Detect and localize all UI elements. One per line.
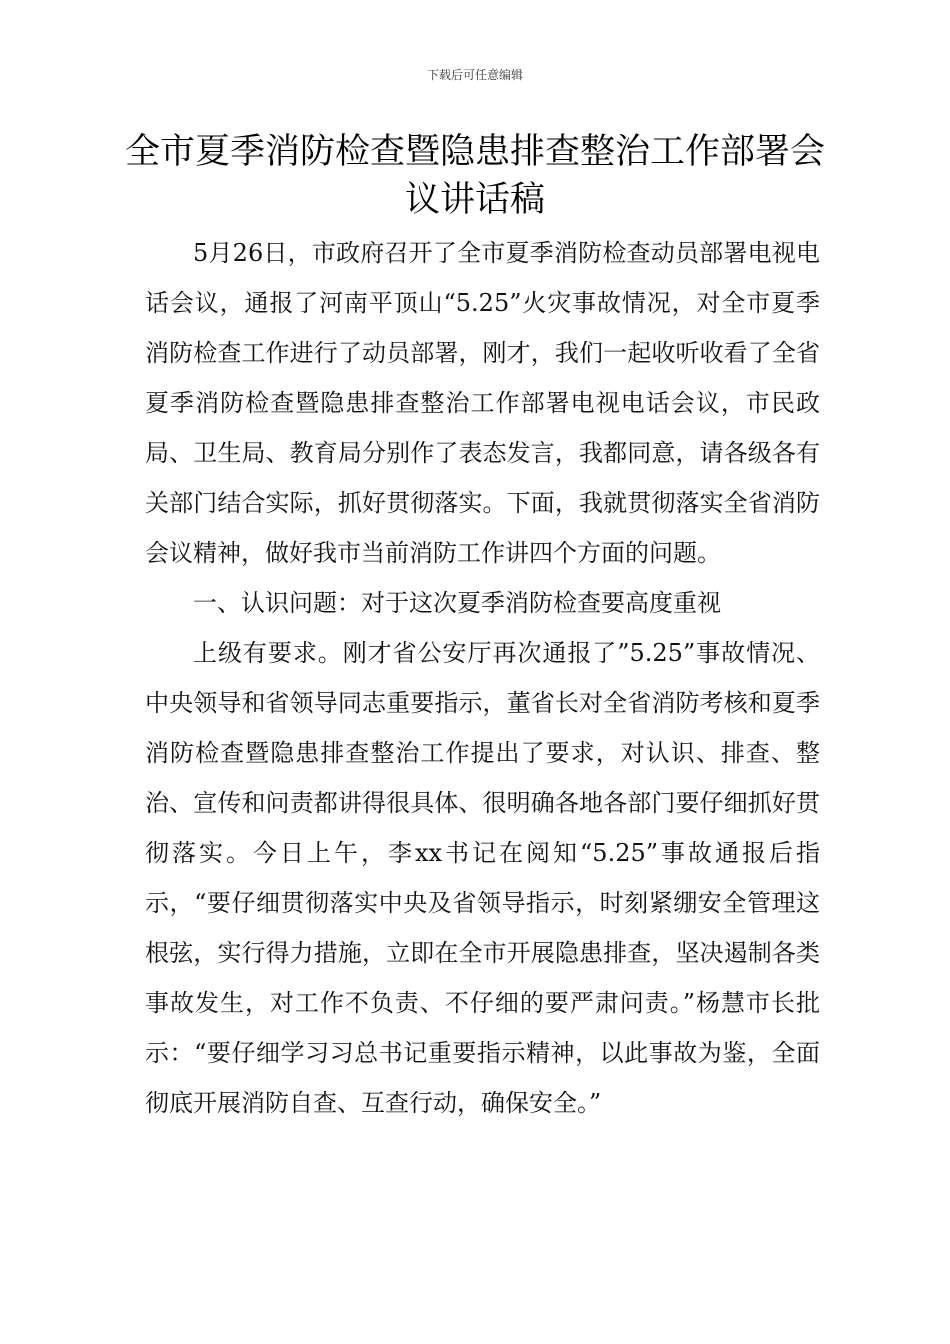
section-heading-1: 一、认识问题：对于这次夏季消防检查要高度重视 bbox=[193, 589, 721, 617]
document-title: 全市夏季消防检查暨隐患排查整治工作部署会议讲话稿 bbox=[124, 132, 825, 220]
paragraph-intro: 5月26日，市政府召开了全市夏季消防检查动员部署电视电话会议，通报了河南平顶山“5.25”火灾事故情况，对全市夏季消防检查工作进行了动员部署，刚才，我们一起收听收看了全省夏季消防检查暨隐患排查整治工作部署电视电话会议，市民政局、卫生局、教育局分别作了表态发言，我都同意，请各级各有关部门结合实际，抓好贯彻落实。下面，我就贯彻落实全省消防会议精神，做好我市当前消防工作讲四个方面的问题。 bbox=[145, 239, 820, 567]
paragraph-requirements: 上级有要求。刚才省公安厅再次通报了”5.25”事故情况、中央领导和省领导同志重要指示，董省长对全省消防考核和夏季消防检查暨隐患排查整治工作提出了要求，对认识、排查、整治、宣传和问责都讲得很具体、很明确各地各部门要仔细抓好贯彻落实。今日上午，李xx书记在阅知“5.25”事故通报后指示，“要仔细贯彻落实中央及省领导指示，时刻紧绷安全管理这根弦，实行得力措施，立即在全市开展隐患排查，坚决遏制各类事故发生，对工作不负责、不仔细的要严肃问责。”杨慧市长批示：“要仔细学习习总书记重要指示精神，以此事故为鉴，全面彻底开展消防自查、互查行动，确保安全。” bbox=[145, 639, 820, 1117]
page-header-note: 下载后可任意编辑 bbox=[426, 68, 523, 82]
document-body bbox=[145, 228, 820, 1128]
